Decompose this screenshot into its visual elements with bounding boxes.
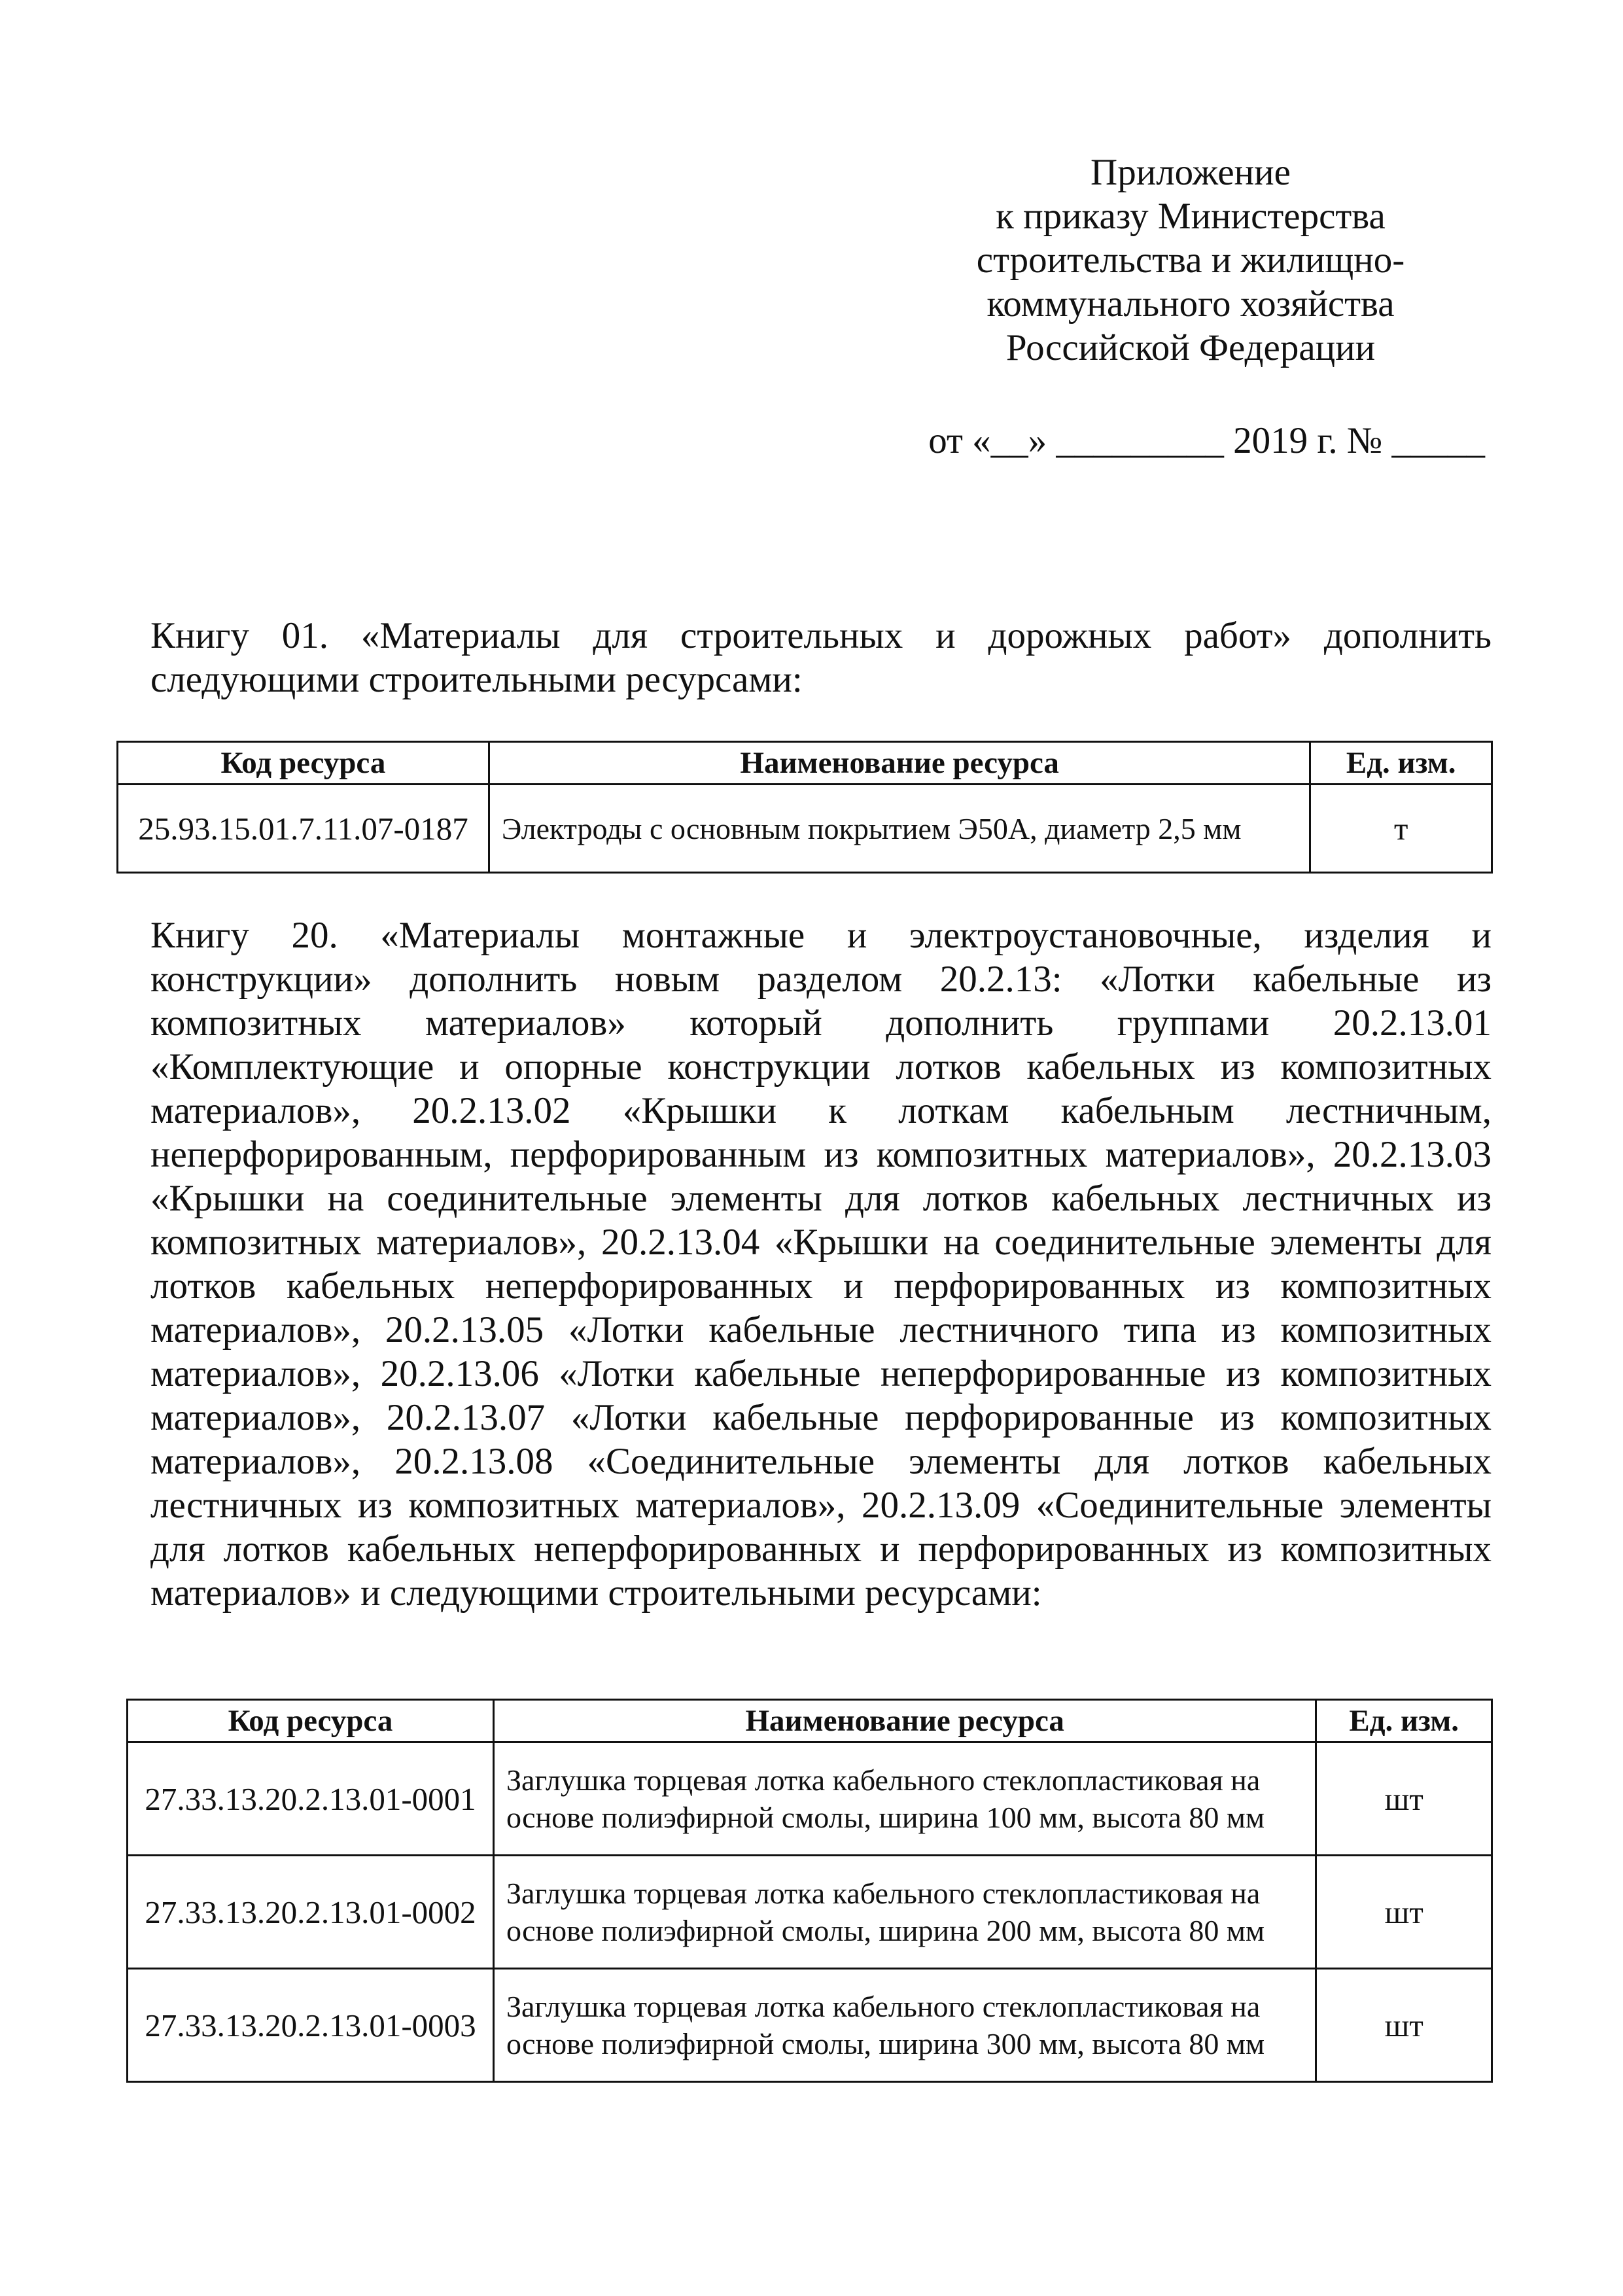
- column-header-name: Наименование ресурса: [493, 1700, 1316, 1742]
- table-header-row: [128, 1700, 1492, 1742]
- resource-unit: шт: [1316, 1742, 1492, 1856]
- resource-name: Заглушка торцевая лотка кабельного стеклопластиковая на основе полиэфирной смолы, ширина 200 мм, высота 80 мм: [493, 1856, 1316, 1969]
- resource-unit: шт: [1316, 1969, 1492, 2082]
- table-row: [128, 1856, 1492, 1969]
- column-header-unit: Ед. изм.: [1310, 742, 1492, 785]
- header-line: строительства и жилищно-: [976, 239, 1405, 281]
- paragraph-book-20: Книгу 20. «Материалы монтажные и электроустановочные, изделия и конструкции» дополнить новым разделом 20.2.13: «Лотки кабельные из композитных материалов» который дополнить группами 20.2.13.01 «Комплектующие и опорные конструкции лотков кабельных из композитных материалов», 20.2.13.02 «Крышки к лоткам кабельным лестничным, неперфорированным, перфорированным из композитных материалов», 20.2.13.03 «Крышки на соединительные элементы для лотков кабельных лестничных из композитных материалов», 20.2.13.04 «Крышки на соединительные элементы для лотков кабельных неперфорированных и перфорированных из композитных материалов», 20.2.13.05 «Лотки кабельные лестничного типа из композитных материалов», 20.2.13.06 «Лотки кабельные неперфорированные из композитных материалов», 20.2.13.07 «Лотки кабельные перфорированные из композитных материалов», 20.2.13.08 «Соединительные элементы для лотков кабельных лестничных из композитных материалов», 20.2.13.09 «Соединительные элементы для лотков кабельных неперфорированных и перфорированных из композитных материалов» и следующими строительными ресурсами:: [150, 915, 1492, 1614]
- appendix-header: [890, 150, 1492, 370]
- column-header-name: Наименование ресурса: [489, 742, 1310, 785]
- order-date-line: от «__» _________ 2019 г. № _____: [928, 420, 1485, 461]
- resource-code: 27.33.13.20.2.13.01-0001: [128, 1742, 494, 1856]
- resource-name: Заглушка торцевая лотка кабельного стеклопластиковая на основе полиэфирной смолы, ширина 100 мм, высота 80 мм: [493, 1742, 1316, 1856]
- header-line: Приложение: [1091, 152, 1291, 193]
- table-header-row: [118, 742, 1492, 785]
- header-line: Российской Федерации: [1005, 327, 1376, 368]
- column-header-code: Код ресурса: [118, 742, 489, 785]
- table-row: [118, 785, 1492, 873]
- column-header-code: Код ресурса: [128, 1700, 494, 1742]
- resource-name: Заглушка торцевая лотка кабельного стеклопластиковая на основе полиэфирной смолы, ширина 300 мм, высота 80 мм: [493, 1969, 1316, 2082]
- resource-unit: т: [1310, 785, 1492, 873]
- paragraph-book-01: Книгу 01. «Материалы для строительных и дорожных работ» дополнить следующими строительными ресурсами:: [150, 615, 1492, 700]
- resource-table-book-01: [116, 741, 1493, 874]
- resource-table-book-20: [126, 1699, 1493, 2083]
- header-line: коммунального хозяйства: [986, 283, 1395, 325]
- resource-code: 27.33.13.20.2.13.01-0002: [128, 1856, 494, 1969]
- header-line: к приказу Министерства: [996, 196, 1386, 237]
- resource-code: 25.93.15.01.7.11.07-0187: [118, 785, 489, 873]
- resource-unit: шт: [1316, 1856, 1492, 1969]
- table-row: [128, 1969, 1492, 2082]
- resource-name: Электроды с основным покрытием Э50А, диаметр 2,5 мм: [489, 785, 1310, 873]
- resource-code: 27.33.13.20.2.13.01-0003: [128, 1969, 494, 2082]
- column-header-unit: Ед. изм.: [1316, 1700, 1492, 1742]
- table-row: [128, 1742, 1492, 1856]
